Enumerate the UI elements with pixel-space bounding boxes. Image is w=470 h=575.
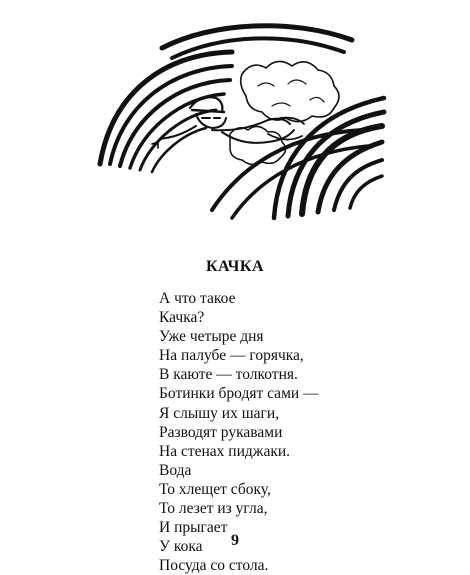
page-number: 9 — [231, 532, 239, 549]
poem-line: То хлещет сбоку, — [159, 480, 271, 498]
poem-line: У кока — [159, 538, 203, 556]
poem-line: Вода — [159, 461, 192, 479]
poem-line: А что такое — [159, 290, 236, 307]
poem-line: На палубе — горячка, — [159, 347, 304, 365]
poem-title: КАЧКА — [205, 258, 265, 275]
poem-line: Разводят рукавами — [159, 423, 283, 441]
poem-line: В каюте — толкотня. — [159, 366, 298, 384]
poem-line: Качка? — [159, 309, 205, 327]
poem-line: И прыгает — [159, 519, 228, 537]
poem-line: На стенах пиджаки. — [159, 442, 291, 460]
poem-line: Я слышу их шаги, — [159, 404, 280, 422]
poem-line: То лезет из угла, — [159, 500, 268, 518]
poem-line: Ботинки бродят сами — — [159, 385, 319, 403]
poem-line: Уже четыре дня — [159, 328, 264, 346]
sailor-in-storm-waves-illustration — [92, 14, 392, 224]
poem-line: Посуда со стола. — [159, 557, 269, 575]
